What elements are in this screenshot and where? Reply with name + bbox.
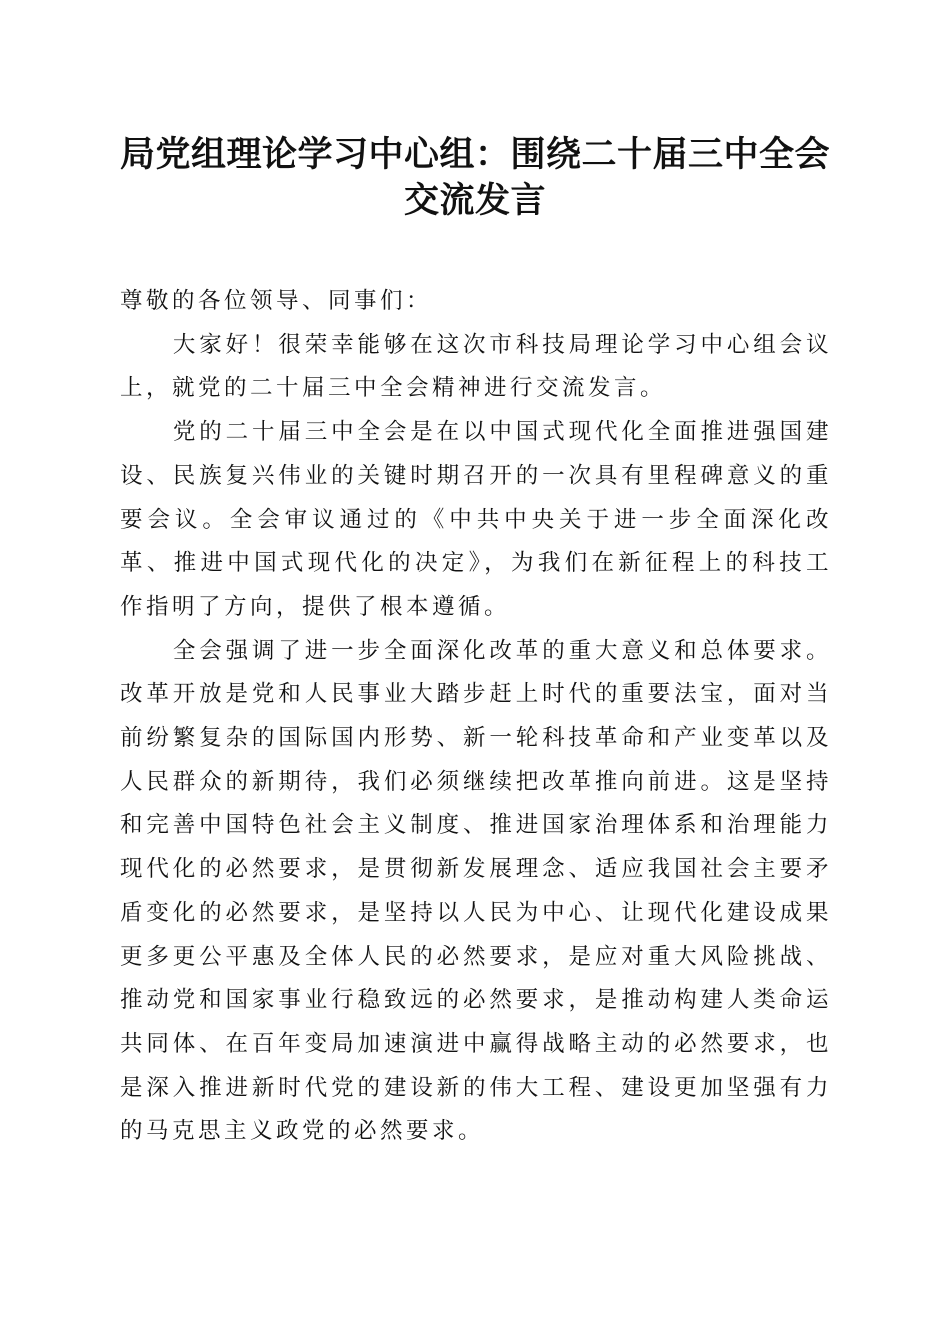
document-title [100, 132, 850, 224]
document-body [120, 280, 832, 1154]
salutation: 尊敬的各位领导、同事们： [120, 288, 433, 314]
paragraph-greeting: 大家好！很荣幸能够在这次市科技局理论学习中心组会议上，就党的二十届三中全会精神进行交流发言。 [120, 331, 832, 402]
title-line-2: 交流发言 [403, 180, 546, 221]
title-line-1: 局党组理论学习中心组：围绕二十届三中全会 [119, 134, 830, 175]
paragraph-reform-requirements: 全会强调了进一步全面深化改革的重大意义和总体要求。改革开放是党和人民事业大踏步赶上时代的重要法宝，面对当前纷繁复杂的国际国内形势、新一轮科技革命和产业变革以及人民群众的新期待，我们必须继续把改革推向前进。这是坚持和完善中国特色社会主义制度、推进国家治理体系和治理能力现代化的必然要求，是贯彻新发展理念、适应我国社会主要矛盾变化的必然要求，是坚持以人民为中心、让现代化建设成果更多更公平惠及全体人民的必然要求，是应对重大风险挑战、推动党和国家事业行稳致远的必然要求，是推动构建人类命运共同体、在百年变局加速演进中赢得战略主动的必然要求，也是深入推进新时代党的建设新的伟大工程、建设更加坚强有力的马克思主义政党的必然要求。 [120, 637, 832, 1145]
paragraph-session-significance: 党的二十届三中全会是在以中国式现代化全面推进强国建设、民族复兴伟业的关键时期召开的一次具有里程碑意义的重要会议。全会审议通过的《中共中央关于进一步全面深化改革、推进中国式现代化的决定》，为我们在新征程上的科技工作指明了方向，提供了根本遵循。 [120, 419, 832, 620]
